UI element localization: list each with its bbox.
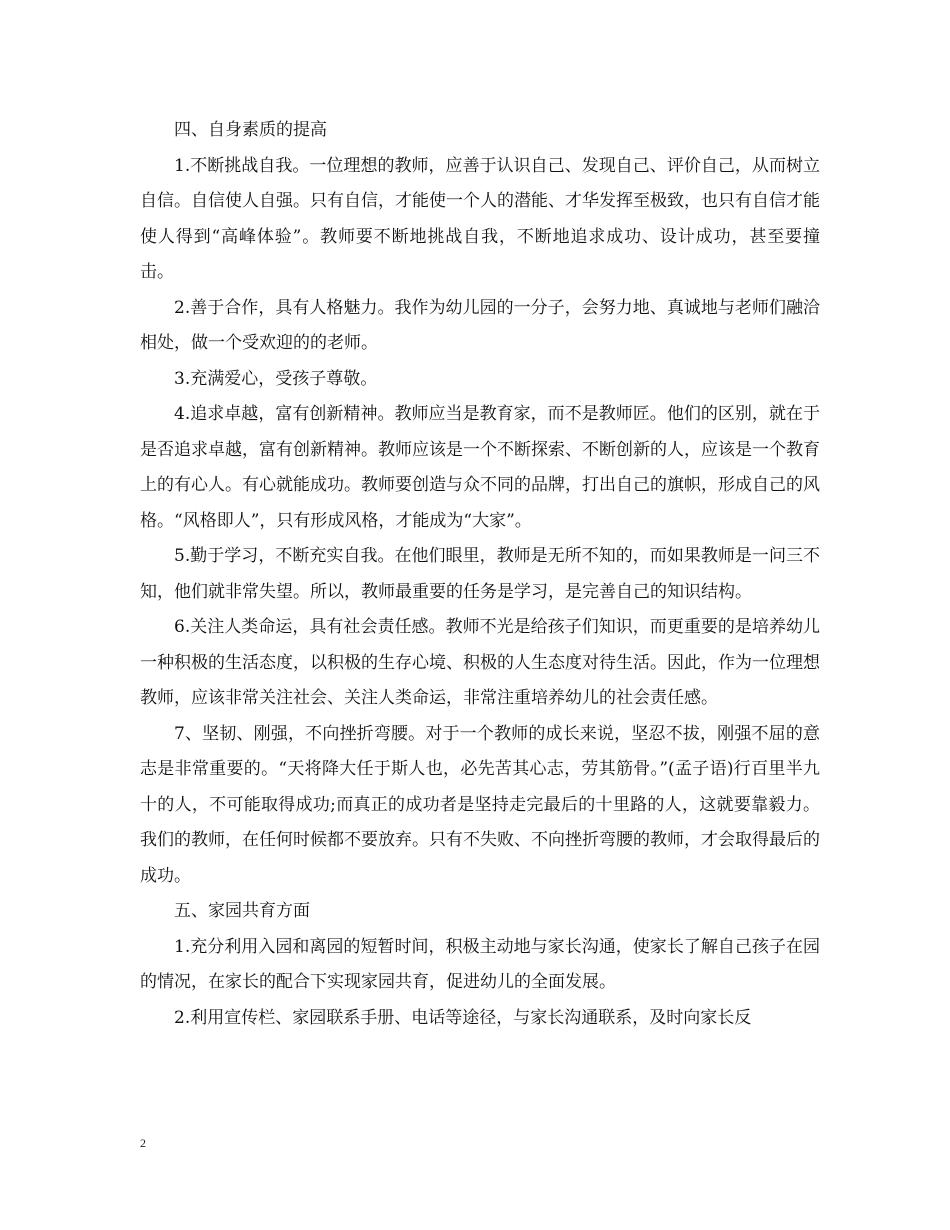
paragraph-excellence: 4.追求卓越，富有创新精神。教师应当是教育家，而不是教师匠。他们的区别，就在于是否追求卓越，富有创新精神。教师应该是一个不断探索、不断创新的人，应该是一个教育上的有心人。有心就能成功。教师要创造与众不同的品牌，打出自己的旗帜，形成自己的风格。“风格即人”，只有形成风格，才能成为“大家”。 [140,404,820,531]
page-number: 2 [140,1136,146,1150]
paragraph-social-responsibility: 6.关注人类命运，具有社会责任感。教师不光是给孩子们知识，而更重要的是培养幼儿一种积极的生活态度，以积极的生存心境、积极的人生态度对待生活。因此，作为一位理想教师，应该非常关注社会、关注人类命运，非常注重培养幼儿的社会责任感。 [140,617,820,708]
paragraph-communication-time: 1.充分利用入园和离园的短暂时间，积极主动地与家长沟通，使家长了解自己孩子在园的情况，在家长的配合下实现家园共育，促进幼儿的全面发展。 [140,936,820,992]
paragraph-love: 3.充满爱心，受孩子尊敬。 [174,368,378,389]
paragraph-challenge-self: 1.不断挑战自我。一位理想的教师，应善于认识自己、发现自己、评价自己，从而树立自信。自信使人自强。只有自信，才能使一个人的潜能、才华发挥至极致，也只有自信才能使人得到“高峰体验”。教师要不断地挑战自我，不断地追求成功、设计成功，甚至要撞击。 [140,155,820,282]
section-heading-self-quality: 四、自身素质的提高 [174,120,327,140]
paragraph-communication-channels: 2.利用宣传栏、家园联系手册、电话等途径，与家长沟通联系，及时向家长反 [174,1007,752,1028]
document-body [140,113,820,1036]
paragraph-perseverance: 7、坚韧、刚强，不向挫折弯腰。对于一个教师的成长来说，坚忍不拔，刚强不屈的意志是非常重要的。“天将降大任于斯人也，必先苦其心志，劳其筋骨。”(孟子语)行百里半九十的人，不可能取得成功;而真正的成功者是坚持走完最后的十里路的人，这就要靠毅力。我们的教师，在任何时候都不要放弃。只有不失败、不向挫折弯腰的教师，才会取得最后的成功。 [140,723,820,886]
paragraph-cooperation: 2.善于合作，具有人格魅力。我作为幼儿园的一分子，会努力地、真诚地与老师们融洽相处，做一个受欢迎的的老师。 [140,297,820,353]
paragraph-learning: 5.勤于学习，不断充实自我。在他们眼里，教师是无所不知的，而如果教师是一问三不知，他们就非常失望。所以，教师最重要的任务是学习，是完善自己的知识结构。 [140,546,820,602]
section-heading-home-school: 五、家园共育方面 [174,901,310,921]
